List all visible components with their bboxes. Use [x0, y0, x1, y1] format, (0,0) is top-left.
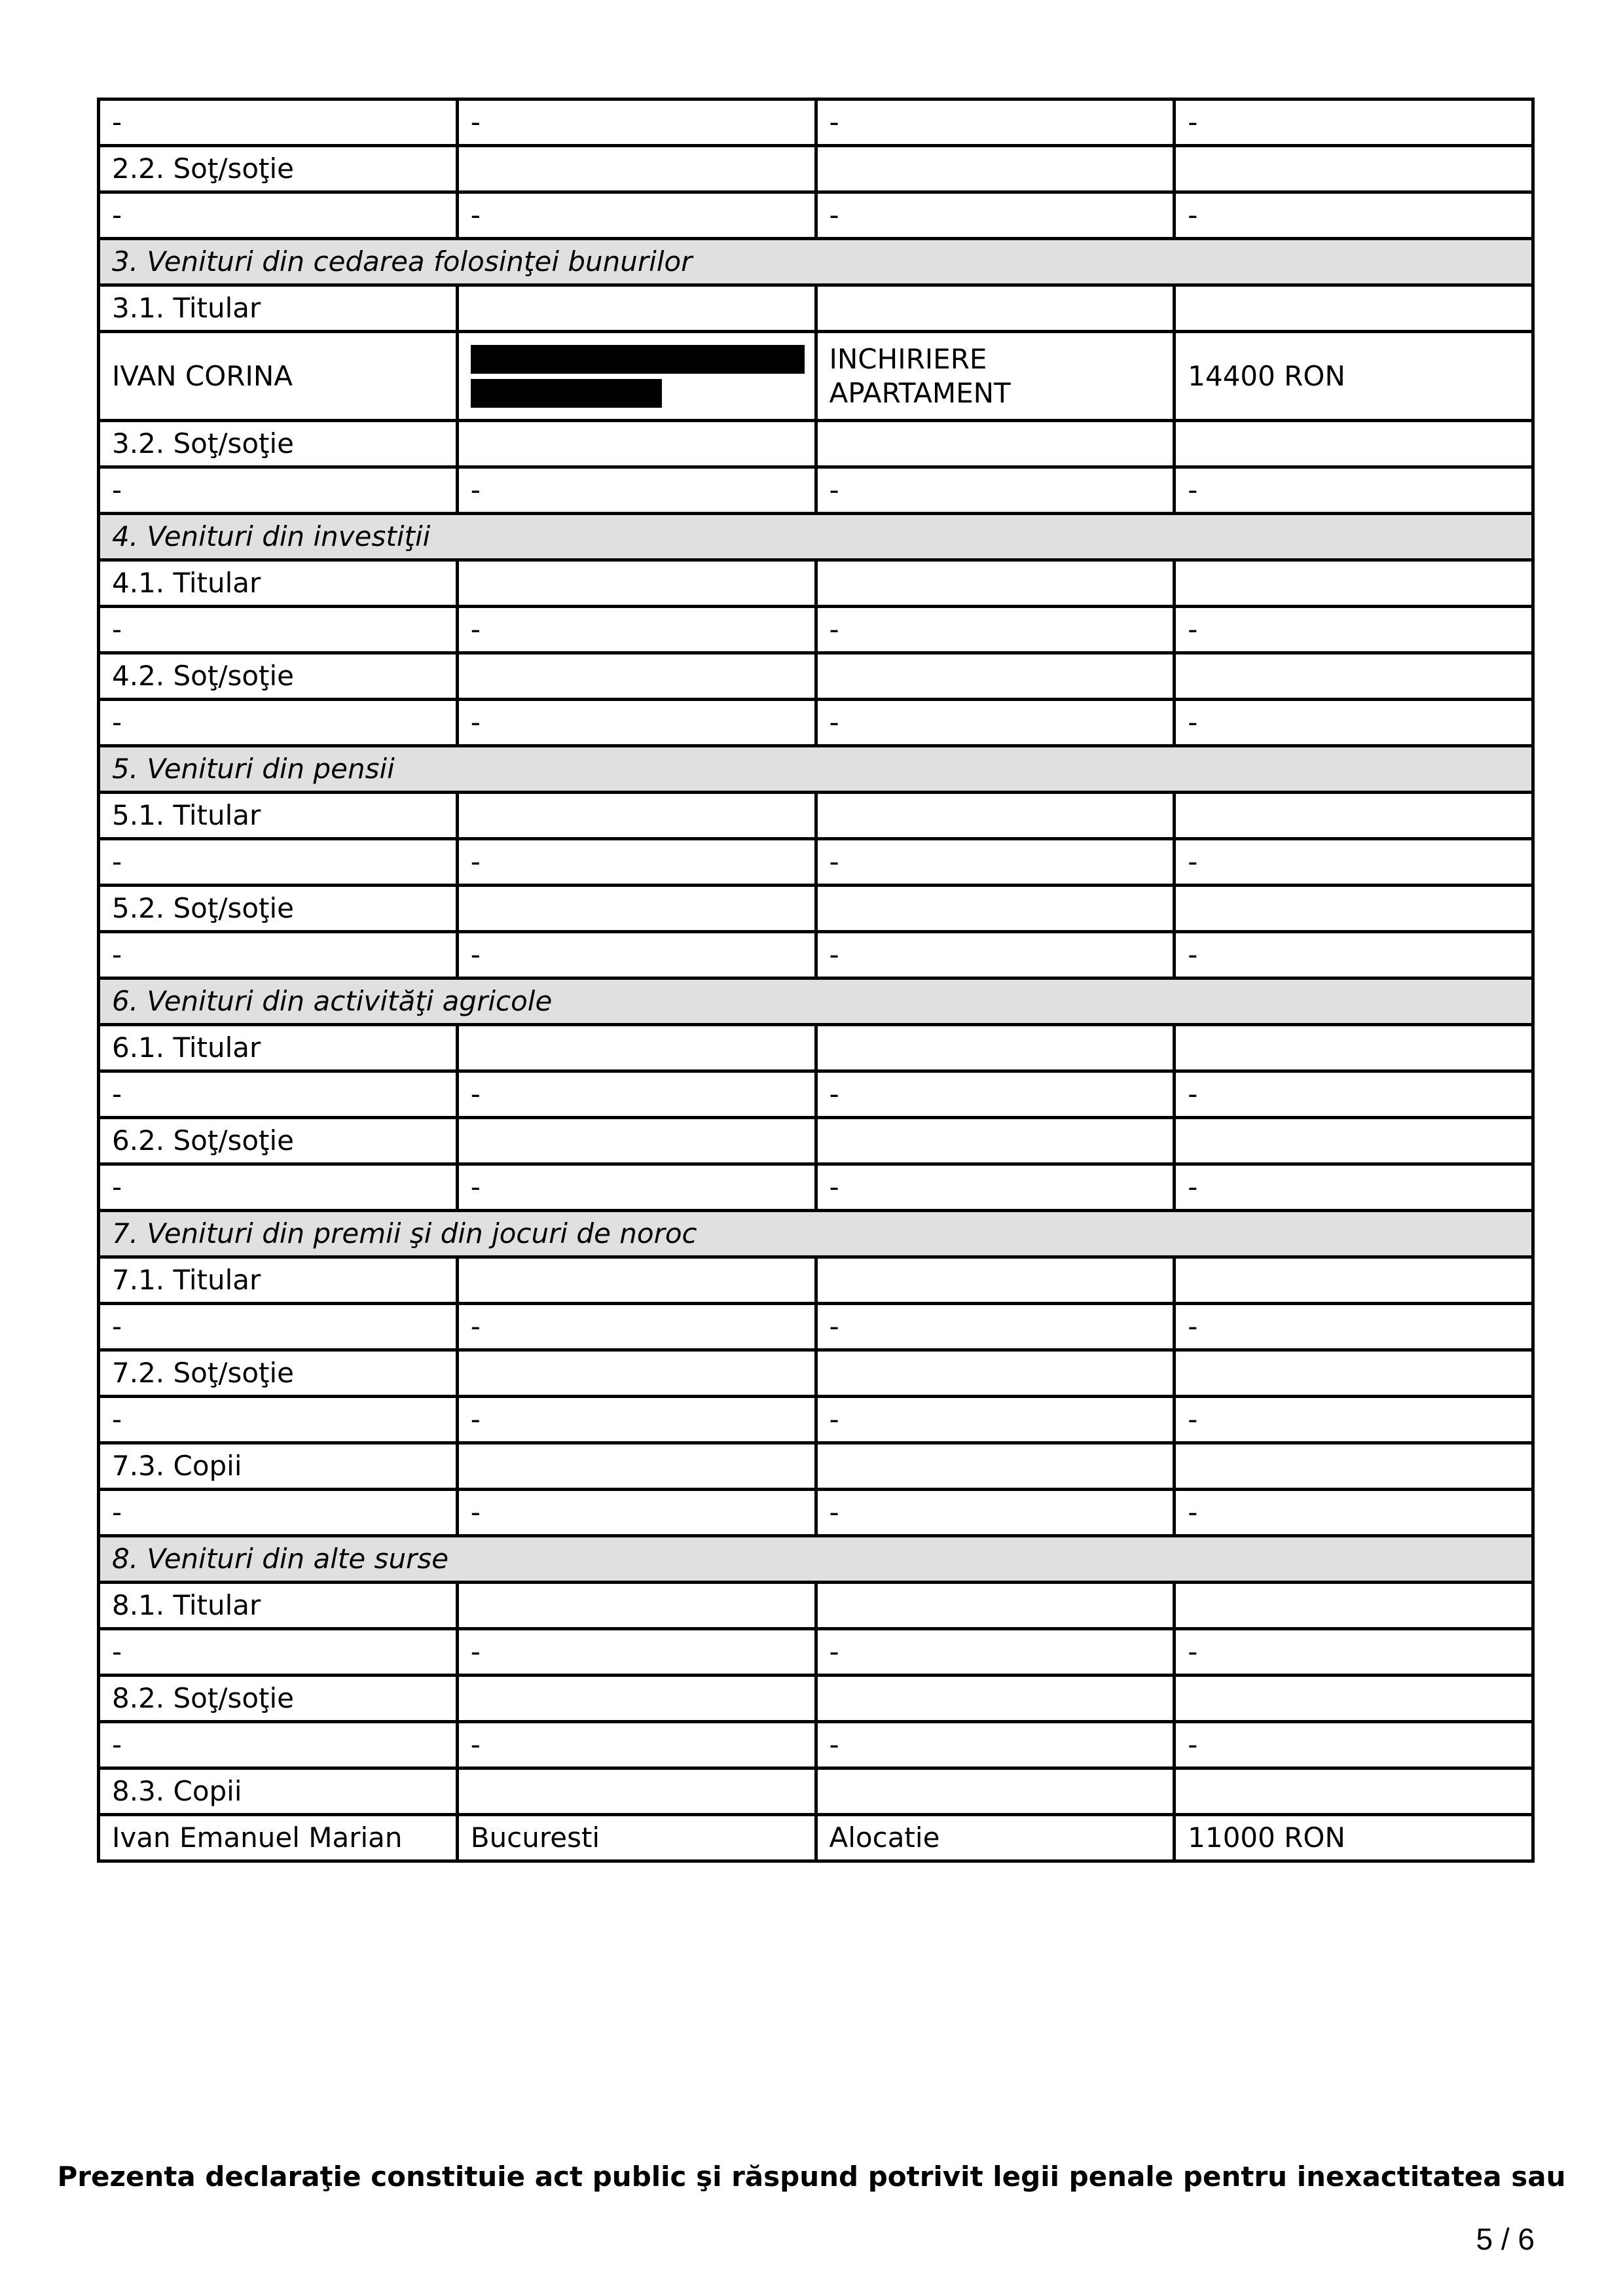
subsection-row — [99, 793, 1533, 839]
table-cell: - — [816, 467, 1175, 514]
empty-cell — [457, 886, 816, 932]
subsection-row — [99, 1676, 1533, 1722]
table-row — [99, 1304, 1533, 1350]
table-cell: - — [457, 932, 816, 978]
empty-cell — [1175, 285, 1533, 332]
table-cell: - — [816, 932, 1175, 978]
table-cell: - — [457, 607, 816, 653]
empty-cell — [457, 793, 816, 839]
table-cell: - — [99, 1071, 458, 1118]
subsection-label: 8.1. Titular — [99, 1583, 458, 1629]
table-row — [99, 467, 1533, 514]
table-cell: - — [1175, 1722, 1533, 1768]
section-title: 8. Venituri din alte surse — [99, 1536, 1533, 1583]
empty-cell — [457, 560, 816, 607]
table-cell: - — [457, 700, 816, 746]
subsection-label: 6.2. Soţ/soţie — [99, 1118, 458, 1164]
empty-cell — [457, 1676, 816, 1722]
table-cell: - — [816, 1629, 1175, 1676]
subsection-row — [99, 653, 1533, 700]
table-row — [99, 99, 1533, 146]
table-cell: - — [99, 1304, 458, 1350]
table-cell: 11000 RON — [1175, 1815, 1533, 1861]
empty-cell — [816, 1676, 1175, 1722]
section-title: 6. Venituri din activităţi agricole — [99, 978, 1533, 1025]
table-cell: - — [1175, 192, 1533, 239]
table-cell: - — [457, 467, 816, 514]
table-cell: 14400 RON — [1175, 332, 1533, 421]
subsection-row — [99, 146, 1533, 192]
subsection-label: 7.1. Titular — [99, 1257, 458, 1304]
empty-cell — [1175, 1257, 1533, 1304]
table-cell: - — [457, 1397, 816, 1443]
income-table-body — [99, 99, 1533, 1861]
table-row — [99, 1629, 1533, 1676]
table-row — [99, 607, 1533, 653]
subsection-label: 8.3. Copii — [99, 1768, 458, 1815]
empty-cell — [816, 421, 1175, 467]
empty-cell — [457, 1768, 816, 1815]
subsection-row — [99, 1350, 1533, 1397]
table-cell: Bucuresti — [457, 1815, 816, 1861]
subsection-row — [99, 1257, 1533, 1304]
empty-cell — [457, 1025, 816, 1071]
table-cell: - — [99, 839, 458, 886]
table-cell: - — [1175, 839, 1533, 886]
empty-cell — [1175, 1443, 1533, 1490]
empty-cell — [816, 1768, 1175, 1815]
table-cell: - — [816, 1490, 1175, 1536]
table-cell: - — [99, 1722, 458, 1768]
table-cell: - — [457, 1629, 816, 1676]
section-title: 5. Venituri din pensii — [99, 746, 1533, 793]
subsection-row — [99, 1443, 1533, 1490]
table-cell: INCHIRIERE APARTAMENT — [816, 332, 1175, 421]
subsection-row — [99, 1583, 1533, 1629]
table-cell: - — [1175, 467, 1533, 514]
subsection-row — [99, 886, 1533, 932]
subsection-row — [99, 285, 1533, 332]
table-cell: - — [99, 192, 458, 239]
table-row — [99, 700, 1533, 746]
empty-cell — [457, 1118, 816, 1164]
subsection-label: 7.3. Copii — [99, 1443, 458, 1490]
table-cell: - — [99, 99, 458, 146]
table-cell: Alocatie — [816, 1815, 1175, 1861]
table-row — [99, 1815, 1533, 1861]
empty-cell — [816, 1443, 1175, 1490]
table-cell: - — [457, 1071, 816, 1118]
table-cell: - — [99, 700, 458, 746]
section-title: 3. Venituri din cedarea folosinţei bunurilor — [99, 239, 1533, 285]
subsection-label: 5.1. Titular — [99, 793, 458, 839]
empty-cell — [1175, 1350, 1533, 1397]
empty-cell — [1175, 1583, 1533, 1629]
table-cell: - — [816, 1071, 1175, 1118]
subsection-label: 3.2. Soţ/soţie — [99, 421, 458, 467]
table-cell: - — [457, 1164, 816, 1211]
table-cell: - — [816, 607, 1175, 653]
table-cell: - — [457, 1490, 816, 1536]
footer-statement: Prezenta declaraţie constituie act public şi răspund potrivit legii penale pentru inexactitatea sau — [57, 2161, 1566, 2193]
table-row — [99, 1722, 1533, 1768]
table-row — [99, 839, 1533, 886]
empty-cell — [1175, 1768, 1533, 1815]
subsection-row — [99, 1118, 1533, 1164]
section-header-row — [99, 978, 1533, 1025]
table-cell: - — [816, 1164, 1175, 1211]
section-header-row — [99, 746, 1533, 793]
table-row — [99, 1490, 1533, 1536]
table-cell: - — [99, 467, 458, 514]
subsection-label: 4.1. Titular — [99, 560, 458, 607]
table-cell: - — [1175, 1490, 1533, 1536]
subsection-label: 6.1. Titular — [99, 1025, 458, 1071]
table-cell: - — [457, 1722, 816, 1768]
empty-cell — [457, 285, 816, 332]
section-title: 7. Venituri din premii şi din jocuri de noroc — [99, 1211, 1533, 1257]
table-row — [99, 932, 1533, 978]
section-header-row — [99, 514, 1533, 560]
empty-cell — [457, 146, 816, 192]
subsection-row — [99, 1025, 1533, 1071]
table-cell: - — [99, 932, 458, 978]
empty-cell — [816, 1583, 1175, 1629]
subsection-row — [99, 560, 1533, 607]
table-cell: - — [99, 1629, 458, 1676]
table-row — [99, 1164, 1533, 1211]
subsection-row — [99, 1768, 1533, 1815]
table-cell: - — [816, 1722, 1175, 1768]
empty-cell — [1175, 560, 1533, 607]
table-cell: - — [1175, 1164, 1533, 1211]
page-number: 5 / 6 — [1476, 2222, 1535, 2256]
empty-cell — [816, 886, 1175, 932]
table-cell: - — [816, 1397, 1175, 1443]
table-cell: - — [99, 1164, 458, 1211]
empty-cell — [1175, 653, 1533, 700]
income-table — [97, 98, 1535, 1863]
table-row — [99, 192, 1533, 239]
subsection-label: 2.2. Soţ/soţie — [99, 146, 458, 192]
table-cell: - — [816, 700, 1175, 746]
empty-cell — [1175, 886, 1533, 932]
table-cell: - — [99, 607, 458, 653]
table-cell: - — [1175, 1304, 1533, 1350]
empty-cell — [816, 793, 1175, 839]
table-row — [99, 332, 1533, 421]
table-cell: - — [457, 99, 816, 146]
empty-cell — [816, 1350, 1175, 1397]
table-cell: - — [816, 1304, 1175, 1350]
table-cell: - — [816, 192, 1175, 239]
table-cell: IVAN CORINA — [99, 332, 458, 421]
table-cell: - — [1175, 1397, 1533, 1443]
section-header-row — [99, 1211, 1533, 1257]
redaction-bar — [471, 379, 662, 408]
table-cell: - — [1175, 700, 1533, 746]
empty-cell — [1175, 793, 1533, 839]
empty-cell — [457, 1257, 816, 1304]
subsection-label: 4.2. Soţ/soţie — [99, 653, 458, 700]
empty-cell — [457, 1443, 816, 1490]
redaction-bar — [471, 345, 805, 374]
table-cell: - — [99, 1397, 458, 1443]
empty-cell — [1175, 1025, 1533, 1071]
table-cell: - — [1175, 932, 1533, 978]
empty-cell — [1175, 146, 1533, 192]
subsection-label: 8.2. Soţ/soţie — [99, 1676, 458, 1722]
table-row — [99, 1397, 1533, 1443]
empty-cell — [1175, 1118, 1533, 1164]
subsection-row — [99, 421, 1533, 467]
empty-cell — [816, 653, 1175, 700]
section-title: 4. Venituri din investiţii — [99, 514, 1533, 560]
table-cell: - — [457, 839, 816, 886]
table-row — [99, 1071, 1533, 1118]
subsection-label: 3.1. Titular — [99, 285, 458, 332]
redacted-cell — [457, 332, 816, 421]
table-cell: - — [1175, 99, 1533, 146]
subsection-label: 5.2. Soţ/soţie — [99, 886, 458, 932]
section-header-row — [99, 1536, 1533, 1583]
table-cell: - — [816, 839, 1175, 886]
empty-cell — [457, 1350, 816, 1397]
empty-cell — [816, 1257, 1175, 1304]
empty-cell — [816, 1118, 1175, 1164]
table-cell: - — [99, 1490, 458, 1536]
table-cell: - — [1175, 607, 1533, 653]
empty-cell — [816, 146, 1175, 192]
empty-cell — [1175, 421, 1533, 467]
empty-cell — [816, 285, 1175, 332]
empty-cell — [457, 653, 816, 700]
subsection-label: 7.2. Soţ/soţie — [99, 1350, 458, 1397]
table-cell: - — [816, 99, 1175, 146]
table-cell: - — [457, 1304, 816, 1350]
table-cell: Ivan Emanuel Marian — [99, 1815, 458, 1861]
empty-cell — [816, 1025, 1175, 1071]
section-header-row — [99, 239, 1533, 285]
table-cell: - — [1175, 1629, 1533, 1676]
empty-cell — [457, 1583, 816, 1629]
empty-cell — [1175, 1676, 1533, 1722]
empty-cell — [457, 421, 816, 467]
empty-cell — [816, 560, 1175, 607]
table-cell: - — [457, 192, 816, 239]
table-cell: - — [1175, 1071, 1533, 1118]
